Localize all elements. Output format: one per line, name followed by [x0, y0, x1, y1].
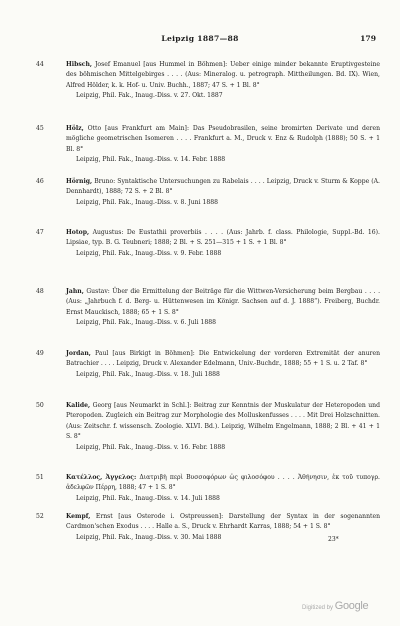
entry-text: Paul [aus Birkigt in Böhmen]: Die Entwickelung der vorderen Extremität der anuren Batrachier . . . . Leipzig, Druck v. Alexander Edelmann, Univ.-Buchdr., 1888; 55 + 1 S. u. 2 Taf. 8° [66, 350, 381, 368]
author-name: Κατέλλος, Ἀγγελος: [66, 474, 137, 481]
author-name: Hörnig, [66, 178, 93, 185]
google-logo: Google [334, 600, 369, 612]
page-header [0, 34, 400, 48]
entry-note: Leipzig, Phil. Fak., Inaug.-Diss. v. 14. Febr. 1888 [76, 156, 226, 164]
entry-text: Augustus: De Eustathii proverbiis . . . . (Aus: Jahrb. f. class. Philologie, Suppl.-Bd. 16). Lipsiae, typ. B. G. Teubneri; 1888; 2 Bl. + S. 251—315 + 1 S. + 1 Bl. 8° [66, 229, 380, 247]
entry-note: Leipzig, Phil. Fak., Inaug.-Diss. v. 9. Febr. 1888 [76, 249, 222, 257]
bibliography-entry [36, 473, 380, 504]
author-name: Hotop, [66, 229, 90, 236]
entry-text: Otto [aus Frankfurt am Main]: Das Pseudobrasilen, seine bromirten Derivate und deren mögliche geometrischen Isomeren . . . . Frankfurt a. M., Druck v. Enz & Rudolph (1888); 50 S. + 1 Bl. 8° [66, 125, 380, 153]
author-name: Kalide, [66, 402, 91, 409]
bibliography-entry [36, 287, 381, 329]
author-name: Hibsch, [66, 61, 93, 68]
bibliography-entry [36, 60, 381, 102]
bibliography-entry [36, 228, 380, 259]
author-name: Hölz, [66, 125, 84, 132]
entry-number: 50 [36, 402, 44, 409]
entry-note: Leipzig, Phil. Fak., Inaug.-Diss. v. 16. Febr. 1888 [76, 443, 226, 451]
entry-note: Leipzig, Phil. Fak., Inaug.-Diss. v. 8. Juni 1888 [76, 198, 218, 206]
author-name: Jordan, [66, 350, 91, 357]
entry-text: Gustav: Über die Ermittelung der Beiträge für die Wittwen-Versicherung beim Bergbau . . . . (Aus: „Jahrbuch f. d. Berg- u. Hüttenwesen im Königr. Sachsen auf d. J. 1888“). Freiberg, Buchdr. Ernst Mauckisch, 1888; 65 + 1 S. 8° [66, 288, 381, 316]
watermark-prefix: Digitized by [302, 605, 334, 611]
entry-note: Leipzig, Phil. Fak., Inaug.-Diss. v. 14. Juli 1888 [76, 494, 220, 502]
entry-text: Georg [aus Neumarkt in Schl.]: Beitrag zur Kenntnis der Muskulatur der Heteropoden und Pteropoden. Zugleich ein Beitrag zur Morphologie des Molluskenfusses . . . . Mit Drei Holzschnitten. (Aus: Zeitschr. f. wissensch. Zoologie. XLVI. Bd.). Leipzig, Wilhelm Engelmann, 1888; 2 Bl. + 41 + 1 S. 8° [66, 402, 380, 441]
entry-number: 48 [36, 288, 44, 295]
author-name: Jahn, [66, 288, 84, 295]
entry-text: Ernst [aus Osterode i. Ostpreussen]: Darstellung der Syntax in der sogenannten Cardmon'schen Exodus . . . . Halle a. S., Druck v. Ehrhardt Karras, 1888; 54 + 1 S. 8° [66, 513, 381, 531]
bibliography-entry [36, 124, 380, 166]
bibliography-entry [36, 349, 381, 380]
entry-text: Josef Emanuel [aus Hummel in Böhmen]: Ueber einige minder bekannte Eruptivgesteine des böhmischen Mittelgebirges . . . . (Aus: Mineralog. u. petrograph. Mittheilungen. Bd. IX). Wien, Alfred Hölder, k. k. Hof- u. Univ. Buchh., 1887; 47 S. + 1 Bl. 8° [66, 61, 381, 89]
entry-note: Leipzig, Phil. Fak., Inaug.-Diss. v. 6. Juli 1888 [76, 319, 216, 327]
entry-number: 47 [36, 229, 44, 236]
bibliography-entry [36, 177, 380, 208]
entry-number: 46 [36, 178, 44, 185]
page-number: 179 [360, 34, 376, 43]
entry-number: 52 [36, 513, 44, 520]
entry-text: Διατριβὴ περὶ Βυσσοφόρων ὡς φιλοσόφου . . . . Ἀθήνησιν, ἐκ τοῦ τυπογρ. ἀδελφῶν Πέρρη, 1888; 47 + 1 S. 8° [66, 474, 380, 492]
bibliography-entry [36, 401, 380, 453]
entry-number: 49 [36, 350, 44, 357]
entry-note: Leipzig, Phil. Fak., Inaug.-Diss. v. 27. Okt. 1887 [76, 92, 223, 100]
entry-text: Bruno: Syntaktische Untersuchungen zu Rabelais . . . . Leipzig, Druck v. Sturm & Koppe (A. Dennhardt), 1888; 72 S. + 2 Bl. 8° [66, 178, 380, 196]
entry-number: 51 [36, 474, 44, 481]
signature-mark: 23* [328, 536, 339, 543]
entry-note: Leipzig, Phil. Fak., Inaug.-Diss. v. 18. Juli 1888 [76, 370, 220, 378]
entry-number: 45 [36, 125, 44, 132]
entry-note: Leipzig, Phil. Fak., Inaug.-Diss. v. 30. Mai 1888 [76, 533, 222, 541]
entry-number: 44 [36, 61, 44, 68]
running-title: Leipzig 1887—88 [161, 34, 239, 43]
digitization-watermark [302, 600, 368, 612]
author-name: Kempf, [66, 513, 91, 520]
